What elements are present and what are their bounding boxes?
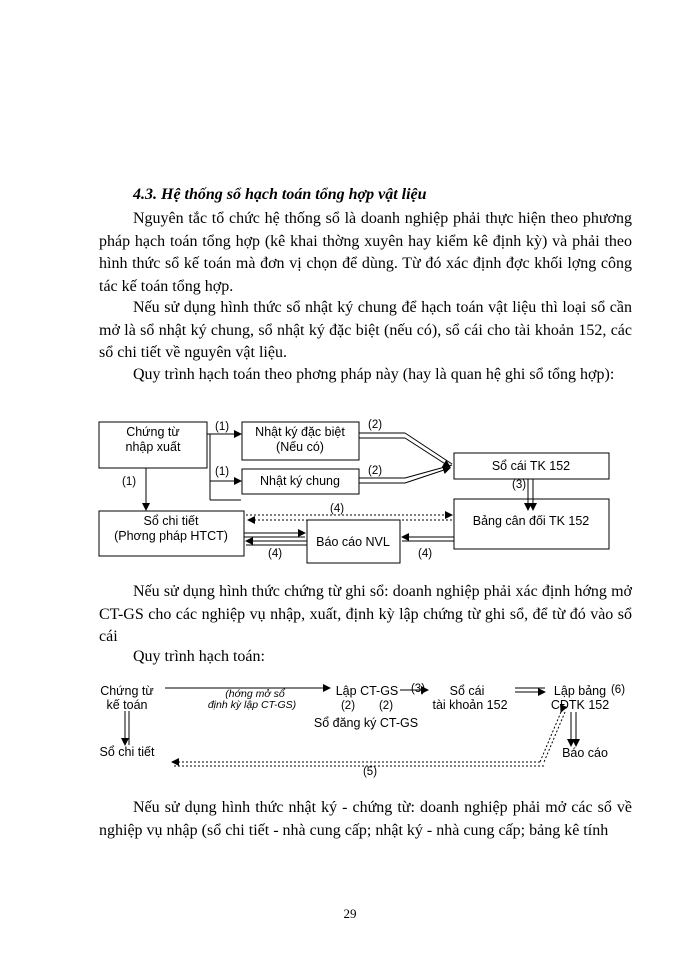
paragraph-voucher-method: Nếu sử dụng hình thức chứng từ ghi sổ: doanh nghiệp phải xác định hớng mở CT-GS cho các nghiệp vụ nhập, xuất, định kỳ lập chứng từ ghi sổ, để từ đó vào sổ cái — [99, 583, 632, 645]
d2-lap-ctgs: Lập CT-GS — [335, 684, 399, 698]
d2-lap-bang-2: CĐTK 152 — [550, 698, 610, 712]
d2-so-cai-1: Sổ cái — [449, 684, 485, 698]
label-bao-cao-nvl: Báo cáo NVL — [316, 535, 390, 549]
d2-step5: (5) — [362, 766, 378, 778]
d2-huong-mo-1: (hớng mở sổ — [225, 688, 285, 700]
step-2-mid: (2) — [368, 465, 383, 477]
d2-lap-bang-1: Lập bảng — [553, 684, 607, 698]
paragraph-general-journal: Nếu sử dụng hình thức sổ nhật ký chung để hạch toán vật liệu thì loại sổ cần mở là sổ nhật ký chung, sổ nhật ký đặc biệt (nếu có), sổ cái cho tài khoản 152, các sổ chi tiết về nguyên vật liệu. — [99, 299, 632, 361]
d2-so-dang-ky: Sổ đăng ký CT-GS — [313, 716, 419, 730]
label-so-cai: Sổ cái TK 152 — [491, 459, 571, 473]
diagram-voucher-flow — [0, 675, 700, 785]
step-1-left: (1) — [122, 476, 137, 488]
step-4-top: (4) — [330, 503, 345, 515]
label-chung-tu-1: Chứng từ — [126, 425, 180, 439]
label-process: Quy trình hạch toán: — [133, 648, 265, 665]
step-2-top: (2) — [368, 419, 383, 431]
label-so-chi-tiet-2: (Phơng pháp HTCT) — [114, 529, 228, 543]
step-3: (3) — [512, 479, 527, 491]
paragraph-process-intro: Quy trình hạch toán theo phơng pháp này (hay là quan hệ ghi sổ tổng hợp): — [133, 366, 615, 383]
step-4-right: (4) — [418, 548, 433, 560]
d2-chung-tu-2: kế toán — [106, 698, 148, 712]
step-1-top: (1) — [215, 421, 230, 433]
label-nk-dac-biet-1: Nhật ký đặc biệt — [255, 425, 345, 439]
label-bang-can-doi: Bảng cân đối TK 152 — [472, 514, 590, 528]
d2-so-cai-2: tài khoản 152 — [432, 698, 508, 712]
label-so-chi-tiet-1: Sổ chi tiết — [143, 514, 199, 528]
d2-step6: (6) — [610, 684, 626, 696]
paragraph-journal-voucher: Nếu sử dụng hình thức nhật ký - chứng từ: doanh nghiệp phải mở các sổ về nghiệp vụ nhập (sổ chi tiết - nhà cung cấp; nhật ký - nhà cung cấp; bảng kê tính — [99, 799, 632, 839]
d2-step2-b: (2) — [378, 700, 394, 712]
label-nk-dac-biet-2: (Nếu có) — [276, 440, 324, 454]
d2-bao-cao: Báo cáo — [562, 746, 608, 760]
section-heading: 4.3. Hệ thống sổ hạch toán tổng hợp vật liệu — [133, 186, 427, 203]
step-4-left: (4) — [268, 548, 283, 560]
d2-step3: (3) — [410, 683, 426, 695]
d2-huong-mo-2: định kỳ lập CT-GS) — [207, 699, 297, 711]
diagram-general-journal — [0, 410, 700, 590]
paragraph-principle: Nguyên tắc tổ chức hệ thống sổ là doanh nghiệp phải thực hiện theo phương pháp hạch toán tổng hợp (kê khai thờng xuyên hay kiểm kê định kỳ) và phải theo hình thức sổ kế toán mà đơn vị chọn để dùng. Từ đó xác định đợc khối lợng công tác kế toán tổng hợp. — [99, 210, 632, 295]
d2-chung-tu-1: Chứng từ — [100, 684, 154, 698]
page-number: 29 — [343, 906, 357, 921]
label-nk-chung: Nhật ký chung — [260, 474, 340, 488]
step-1-mid: (1) — [215, 466, 230, 478]
label-chung-tu-2: nhập xuất — [125, 440, 181, 454]
d2-step2-a: (2) — [340, 700, 356, 712]
d2-so-chi-tiet: Sổ chi tiết — [99, 745, 155, 759]
